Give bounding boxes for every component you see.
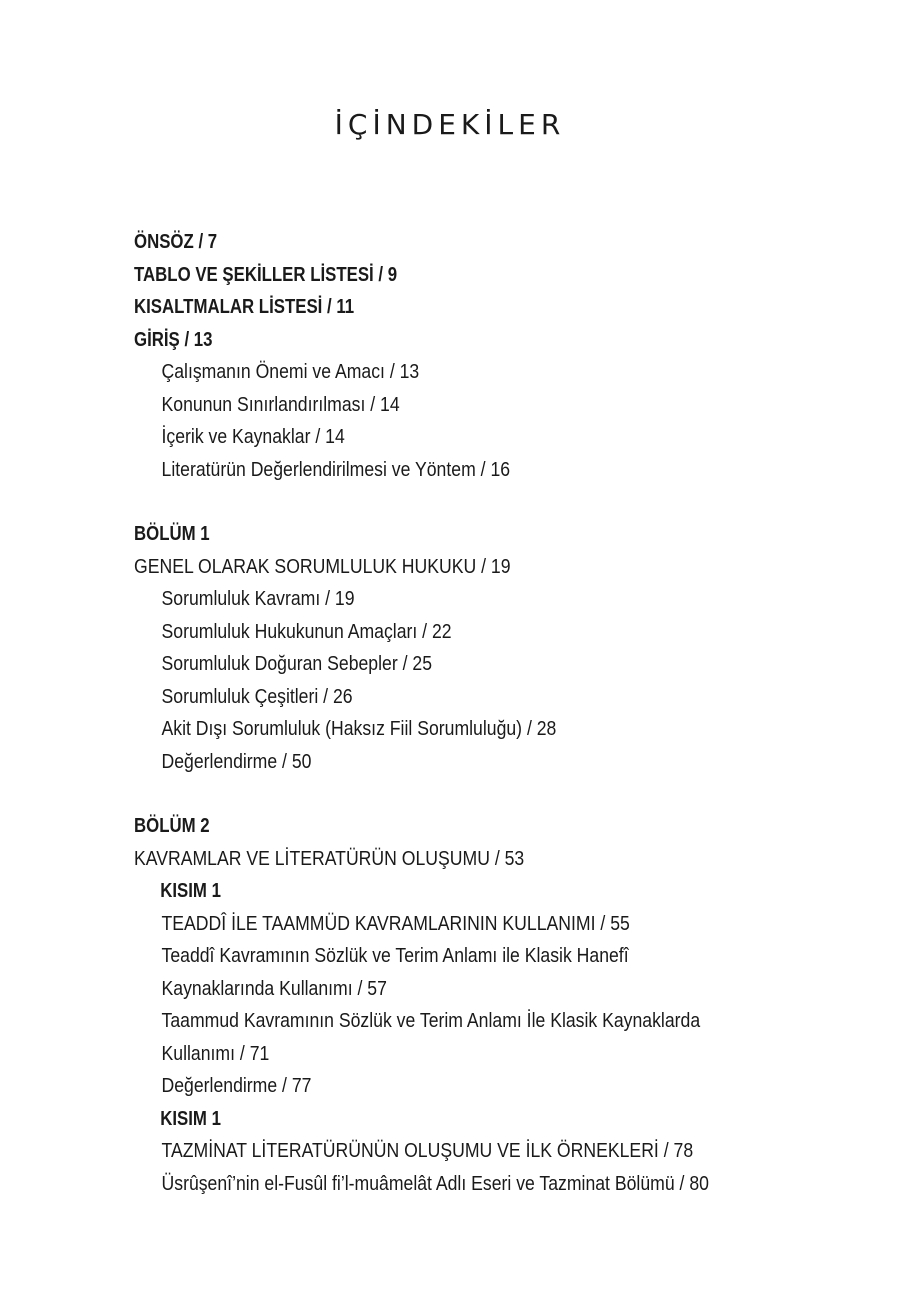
toc-entry: Sorumluluk Çeşitleri / 26 — [161, 684, 353, 708]
toc-entry: Sorumluluk Kavramı / 19 — [161, 587, 355, 610]
toc-entry: Konunun Sınırlandırılması / 14 — [161, 392, 400, 416]
toc-entry: Çalışmanın Önemi ve Amacı / 13 — [161, 360, 420, 383]
toc-entry: KISIM 1 — [160, 879, 221, 902]
toc-entry: Sorumluluk Hukukunun Amaçları / 22 — [161, 619, 452, 643]
toc-entry: BÖLÜM 2 — [134, 814, 210, 837]
toc-entry: Sorumluluk Doğuran Sebepler / 25 — [161, 652, 433, 675]
toc-entry: Kaynaklarında Kullanımı / 57 — [161, 976, 387, 1000]
toc-entry: TEADDÎ İLE TAAMMÜD KAVRAMLARININ KULLANIMI / 55 — [161, 911, 630, 935]
toc-entry: ÖNSÖZ / 7 — [134, 230, 218, 253]
toc-entry: İçerik ve Kaynaklar / 14 — [161, 425, 345, 448]
toc-entry: KAVRAMLAR VE LİTERATÜRÜN OLUŞUMU / 53 — [134, 846, 525, 870]
toc-entry: BÖLÜM 1 — [134, 522, 210, 545]
toc-entry: GİRİŞ / 13 — [134, 327, 213, 351]
toc-entry: Değerlendirme / 50 — [161, 749, 312, 773]
table-of-contents — [134, 226, 834, 1200]
toc-entry: Teaddî Kavramının Sözlük ve Terim Anlamı ile Klasik Hanefî — [161, 944, 629, 967]
toc-entry: TAZMİNAT LİTERATÜRÜNÜN OLUŞUMU VE İLK ÖRNEKLERİ / 78 — [161, 1139, 694, 1162]
toc-entry: GENEL OLARAK SORUMLULUK HUKUKU / 19 — [134, 554, 511, 578]
page-title: İÇİNDEKİLER — [334, 108, 566, 141]
toc-entry: KISALTMALAR LİSTESİ / 11 — [134, 295, 355, 318]
toc-entry: Üsrûşenî’nin el-Fusûl fi’l-muâmelât Adlı Eseri ve Tazminat Bölümü / 80 — [161, 1171, 709, 1195]
toc-entry: Değerlendirme / 77 — [161, 1074, 312, 1097]
toc-entry: Literatürün Değerlendirilmesi ve Yöntem / 16 — [161, 457, 511, 481]
toc-entry: Taammud Kavramının Sözlük ve Terim Anlamı İle Klasik Kaynaklarda — [161, 1009, 701, 1032]
toc-entry: Akit Dışı Sorumluluk (Haksız Fiil Sorumluluğu) / 28 — [161, 717, 557, 740]
toc-entry: Kullanımı / 71 — [161, 1041, 270, 1065]
toc-entry: TABLO VE ŞEKİLLER LİSTESİ / 9 — [134, 262, 398, 286]
toc-entry: KISIM 1 — [160, 1106, 221, 1130]
